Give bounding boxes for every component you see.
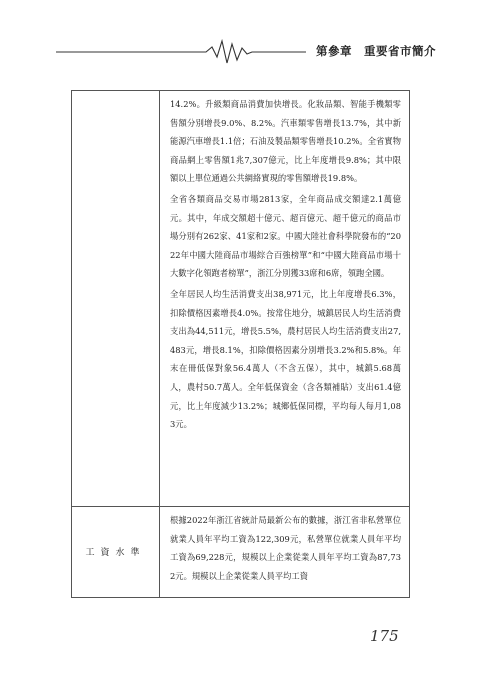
paragraph: 全年居民人均生活消費支出38,971元，比上年度增長6.3%，扣除價格因素增長4.0%。按常住地分，城鎮居民人均生活消費支出為44,511元，增長5.5%，農村居民人均生活消費支出27,483元，增長8.1%，扣除價格因素分別增長3.2%和5.8%。年末在冊低保對象56.4萬人（不含五保），其中，城鎮5.68萬人，農村50.7萬人。全年低保資金（含各類補貼）支出61.4億元，比上年度減少13.2%；城鄉低保同標，平均每人每月1,083元。: [170, 288, 401, 430]
column-divider: [159, 91, 160, 597]
wage-level-cell: [170, 511, 401, 587]
paragraph: 根據2022年浙江省統計局最新公布的數據，浙江省非私營單位就業人員年平均工資為122,309元，私營單位就業人員年平均工資為69,228元，規模以上企業從業人員年平均工資為87,732元。規模以上企業從業人員平均工資: [170, 515, 401, 581]
info-table: [71, 90, 410, 598]
chapter-title: 第參章 重要省市簡介: [312, 43, 436, 59]
retail-consumption-cell: [170, 95, 401, 436]
wage-level-label: 工資水準: [85, 548, 146, 558]
page-header: [56, 37, 436, 67]
paragraph: 14.2%。升級類商品消費加快增長。化妝品類、智能手機類零售額分別增長9.0%、8.2%。汽車類零售增長13.7%，其中新能源汽車增長1.1倍；石油及製品類零售增長10.2%。全省實物商品網上零售額1兆7,307億元，比上年度增長9.8%；其中限額以上單位通過公共網絡實現的零售額增長19.8%。: [170, 99, 401, 184]
paragraph: 全省各類商品交易市場2813家，全年商品成交額達2.1萬億元。其中，年成交額超十億元、超百億元、超千億元的商品市場分別有262家、41家和2家。中國大陸社會科學院發布的“2022年中國大陸商品市場綜合百強榜單”和“中國大陸商品市場十大數字化領跑者榜單”，浙江分別獲33席和6席，領跑全國。: [170, 193, 401, 279]
page-number: 175: [370, 627, 399, 645]
